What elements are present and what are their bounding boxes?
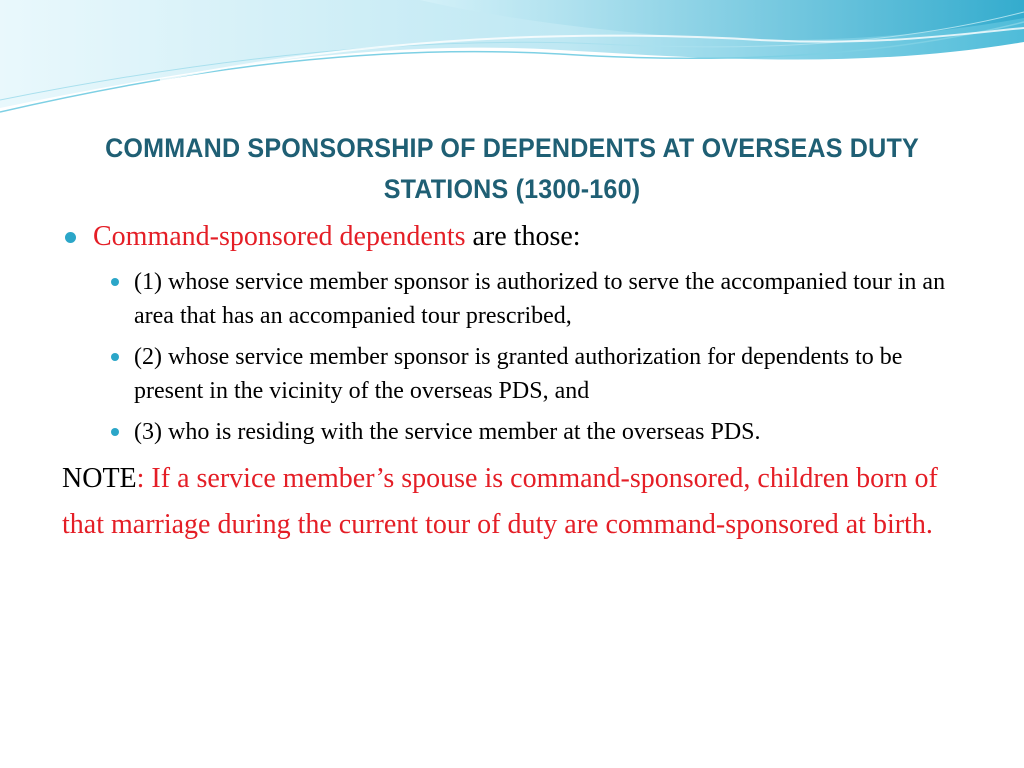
- sub-bullet-item: [108, 340, 962, 408]
- sub-bullet-item: [108, 415, 962, 449]
- note-text: : If a service member’s spouse is command-sponsored, children born of that marriage during the current tour of duty are command-sponsored at birth.: [62, 463, 938, 540]
- main-bullet-text: are those:: [465, 221, 581, 252]
- sub-bullet-item: [108, 265, 962, 333]
- sub-bullet-text: (2) whose service member sponsor is granted authorization for dependents to be present in the vicinity of the overseas PDS, and: [134, 344, 903, 404]
- slide-title: COMMAND SPONSORSHIP OF DEPENDENTS AT OVERSEAS DUTY STATIONS (1300-160): [105, 133, 919, 204]
- bullet-dot-icon: [111, 353, 119, 361]
- bullet-dot-icon: [111, 278, 119, 286]
- main-bullet-highlight: Command-sponsored dependents: [93, 221, 466, 252]
- sub-bullet-text: (1) whose service member sponsor is authorized to serve the accompanied tour in an area that has an accompanied tour prescribed,: [134, 269, 946, 329]
- decorative-wave-header: [0, 0, 1024, 130]
- main-bullet: [62, 219, 962, 255]
- note-paragraph: [62, 456, 962, 548]
- note-label: NOTE: [62, 463, 137, 494]
- sub-bullet-text: (3) who is residing with the service member at the overseas PDS.: [134, 419, 761, 445]
- bullet-dot-icon: [65, 232, 76, 243]
- sub-bullet-list: [62, 265, 962, 449]
- slide-content: [62, 219, 962, 548]
- bullet-dot-icon: [111, 428, 119, 436]
